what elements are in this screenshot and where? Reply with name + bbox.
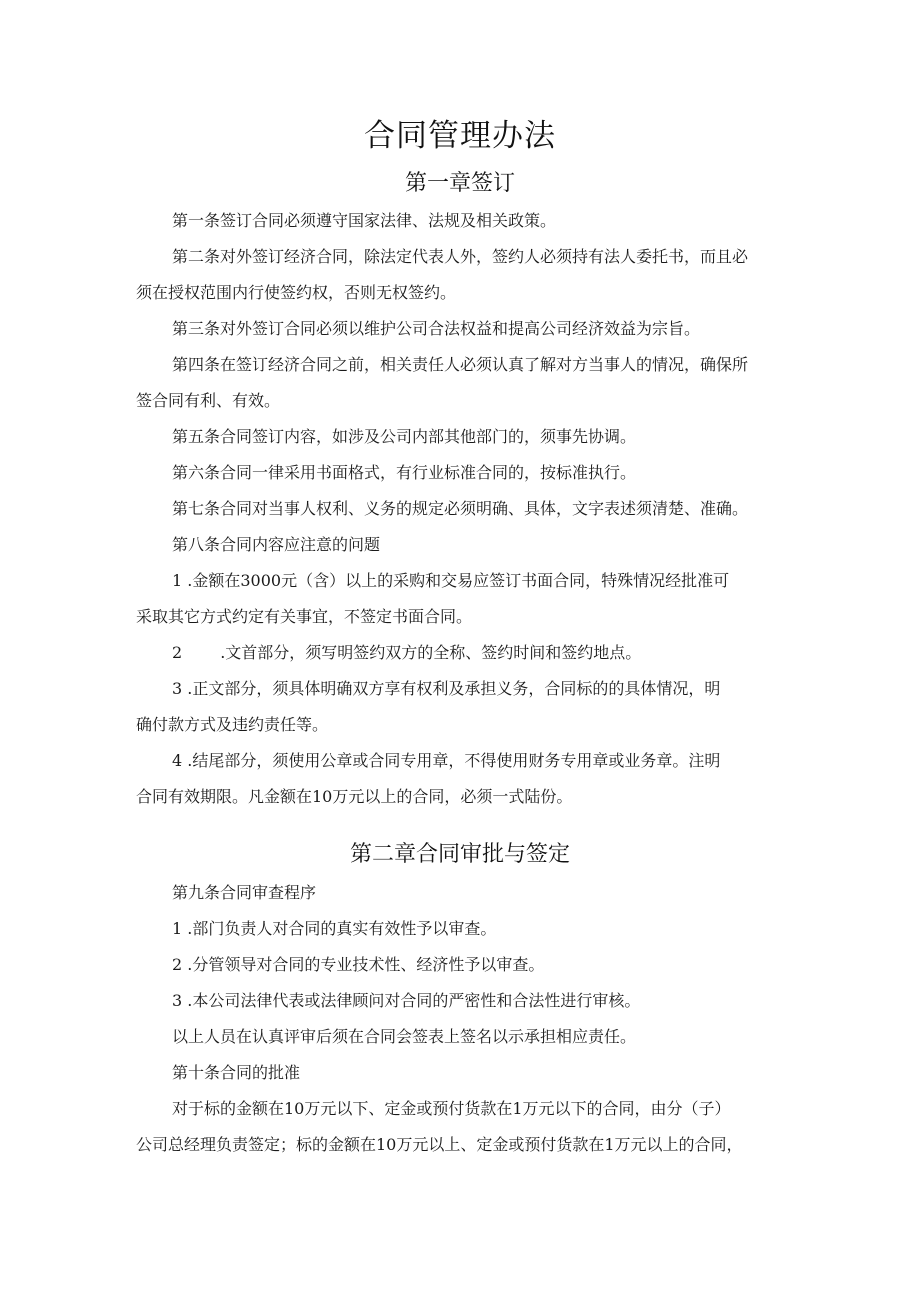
document-title: 合同管理办法 bbox=[364, 118, 556, 154]
article-2-line-1: 第二条对外签订经济合同，除法定代表人外，签约人必须持有法人委托书，而且必 bbox=[172, 247, 749, 266]
item-4-line-1: 4 .结尾部分，须使用公章或合同专用章，不得使用财务专用章或业务章。注明 bbox=[172, 751, 721, 770]
item-2 bbox=[136, 635, 796, 671]
chapter-2-body bbox=[136, 875, 796, 1163]
article-4-line-2: 签合同有利、有效。 bbox=[136, 391, 281, 410]
item-3-line-2: 确付款方式及违约责任等。 bbox=[136, 715, 329, 734]
article-8: 第八条合同内容应注意的问题 bbox=[172, 535, 381, 554]
approval-line-1: 对于标的金额在10万元以下、定金或预付货款在1万元以下的合同，由分（子） bbox=[172, 1099, 731, 1118]
article-7: 第七条合同对当事人权利、义务的规定必须明确、具体，文字表述须清楚、准确。 bbox=[172, 499, 749, 518]
article-1: 第一条签订合同必须遵守国家法律、法规及相关政策。 bbox=[172, 211, 557, 230]
item-1-line-2: 采取其它方式约定有关事宜，不签定书面合同。 bbox=[136, 607, 473, 626]
article-2-line-2: 须在授权范围内行使签约权，否则无权签约。 bbox=[136, 283, 457, 302]
article-4-line-1: 第四条在签订经济合同之前，相关责任人必须认真了解对方当事人的情况，确保所 bbox=[172, 355, 749, 374]
item-4-line-2: 合同有效期限。凡金额在10万元以上的合同，必须一式陆份。 bbox=[136, 787, 573, 806]
article-3: 第三条对外签订合同必须以维护公司合法权益和提高公司经济效益为宗旨。 bbox=[172, 319, 701, 338]
approval-line-2: 公司总经理负责签定；标的金额在10万元以上、定金或预付货款在1万元以上的合同， bbox=[136, 1135, 743, 1154]
review-item-3: 3 .本公司法律代表或法律顾问对合同的严密性和合法性进行审核。 bbox=[172, 991, 641, 1010]
item-2-number: 2 bbox=[172, 643, 183, 662]
item-2-text: .文首部分，须写明签约双方的全称、签约时间和签约地点。 bbox=[220, 643, 642, 662]
chapter-2-heading: 第二章合同审批与签定 bbox=[349, 842, 570, 867]
review-item-2: 2 .分管领导对合同的专业技术性、经济性予以审查。 bbox=[172, 955, 545, 974]
article-10: 第十条合同的批准 bbox=[172, 1063, 301, 1082]
chapter-1-body bbox=[136, 203, 796, 815]
item-3-line-1: 3 .正文部分，须具体明确双方享有权利及承担义务，合同标的的具体情况，明 bbox=[172, 679, 721, 698]
review-item-1: 1 .部门负责人对合同的真实有效性予以审查。 bbox=[172, 919, 497, 938]
article-6: 第六条合同一律采用书面格式，有行业标准合同的，按标准执行。 bbox=[172, 463, 637, 482]
item-1-line-1: 1 .金额在3000元（含）以上的采购和交易应签订书面合同，特殊情况经批准可 bbox=[172, 571, 730, 590]
chapter-1-heading: 第一章签订 bbox=[404, 171, 515, 196]
review-note: 以上人员在认真评审后须在合同会签表上签名以示承担相应责任。 bbox=[172, 1027, 637, 1046]
article-9: 第九条合同审查程序 bbox=[172, 883, 317, 902]
article-5: 第五条合同签订内容，如涉及公司内部其他部门的，须事先协调。 bbox=[172, 427, 637, 446]
